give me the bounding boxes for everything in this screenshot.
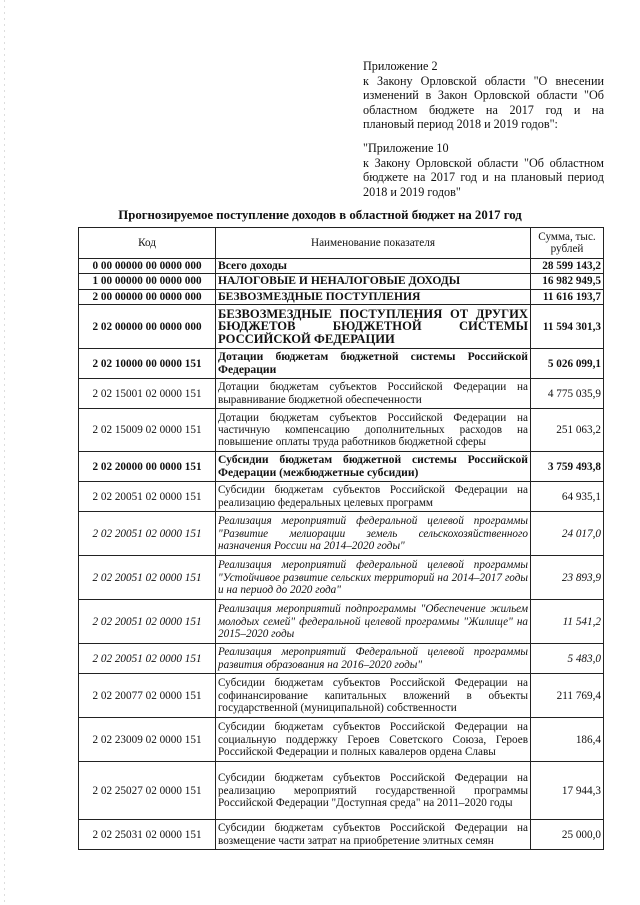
row-name: Реализация мероприятий федеральной целевой программы "Устойчивое развитие сельских территорий на 2014–2017 годы и на период до 2020 года" [216, 556, 531, 600]
row-name: Дотации бюджетам бюджетной системы Российской Федерации [216, 349, 531, 379]
row-code: 2 02 00000 00 0000 000 [79, 305, 216, 349]
row-name: Реализация мероприятий подпрограммы "Обеспечение жильем молодых семей" федеральной целевой программы "Жилище" на 2015–2020 годы [216, 600, 531, 644]
table-row [79, 556, 604, 600]
table-row [79, 820, 604, 850]
row-code: 2 02 20051 02 0000 151 [79, 512, 216, 556]
annex2-title: Приложение 2 [363, 59, 438, 73]
row-sum: 23 893,9 [531, 556, 604, 600]
table-row [79, 409, 604, 452]
row-code: 2 02 25027 02 0000 151 [79, 762, 216, 820]
row-code: 2 02 15001 02 0000 151 [79, 379, 216, 409]
col-code-header: Код [79, 228, 216, 259]
col-name-header: Наименование показателя [216, 228, 531, 259]
table-row [79, 644, 604, 674]
row-code: 2 00 00000 00 0000 000 [79, 289, 216, 304]
row-name: БЕЗВОЗМЕЗДНЫЕ ПОСТУПЛЕНИЯ ОТ ДРУГИХ БЮДЖЕТОВ БЮДЖЕТНОЙ СИСТЕМЫ РОССИЙСКОЙ ФЕДЕРАЦИИ [216, 305, 531, 349]
row-name: Субсидии бюджетам бюджетной системы Российской Федерации (межбюджетные субсидии) [216, 452, 531, 482]
row-name: Субсидии бюджетам субъектов Российской Федерации на реализацию мероприятий государственной программы Российской Федерации "Доступная среда" на 2011–2020 годы [216, 762, 531, 820]
table-row [79, 674, 604, 718]
table-row [79, 289, 604, 304]
row-sum: 28 599 143,2 [531, 259, 604, 274]
table-row [79, 259, 604, 274]
row-code: 2 02 10000 00 0000 151 [79, 349, 216, 379]
row-sum: 186,4 [531, 718, 604, 762]
row-name: Субсидии бюджетам субъектов Российской Федерации на софинансирование капитальных вложений в объекты государственной (муниципальной) собственности [216, 674, 531, 718]
col-sum-header: Сумма, тыс. рублей [531, 228, 604, 259]
scan-edge-artifact [4, 0, 5, 905]
row-code: 2 02 25031 02 0000 151 [79, 820, 216, 850]
table-row [79, 600, 604, 644]
row-code: 2 02 20051 02 0000 151 [79, 482, 216, 512]
annex10-text: к Закону Орловской области "Об областном бюджете на 2017 год и на плановый период 2018 и 2019 годов" [363, 155, 604, 199]
row-sum: 211 769,4 [531, 674, 604, 718]
row-sum: 64 935,1 [531, 482, 604, 512]
row-sum: 25 000,0 [531, 820, 604, 850]
annex10-title: "Приложение 10 [363, 140, 449, 155]
row-sum: 5 026 099,1 [531, 349, 604, 379]
row-name: НАЛОГОВЫЕ И НЕНАЛОГОВЫЕ ДОХОДЫ [216, 274, 531, 289]
row-sum: 4 775 035,9 [531, 379, 604, 409]
row-code: 0 00 00000 00 0000 000 [79, 259, 216, 274]
row-code: 2 02 15009 02 0000 151 [79, 409, 216, 452]
row-name: Субсидии бюджетам субъектов Российской Федерации на реализацию федеральных целевых программ [216, 482, 531, 512]
row-name: БЕЗВОЗМЕЗДНЫЕ ПОСТУПЛЕНИЯ [216, 289, 531, 304]
table-row [79, 305, 604, 349]
row-sum: 11 594 301,3 [531, 305, 604, 349]
row-sum: 16 982 949,5 [531, 274, 604, 289]
row-code: 2 02 20051 02 0000 151 [79, 644, 216, 674]
table-row [79, 718, 604, 762]
table-header-row [79, 228, 604, 259]
row-sum: 5 483,0 [531, 644, 604, 674]
row-sum: 251 063,2 [531, 409, 604, 452]
row-name: Дотации бюджетам субъектов Российской Федерации на выравнивание бюджетной обеспеченности [216, 379, 531, 409]
row-name: Дотации бюджетам субъектов Российской Федерации на частичную компенсацию дополнительных расходов на повышение оплаты труда работников бюджетной сферы [216, 409, 531, 452]
table-row [79, 379, 604, 409]
row-sum: 11 541,2 [531, 600, 604, 644]
document-title: Прогнозируемое поступление доходов в областной бюджет на 2017 год [118, 208, 522, 222]
row-sum: 3 759 493,8 [531, 452, 604, 482]
table-row [79, 274, 604, 289]
row-code: 1 00 00000 00 0000 000 [79, 274, 216, 289]
row-code: 2 02 23009 02 0000 151 [79, 718, 216, 762]
row-name: Субсидии бюджетам субъектов Российской Федерации на возмещение части затрат на приобретение элитных семян [216, 820, 531, 850]
annex-header [363, 59, 604, 199]
table-body [79, 259, 604, 850]
row-name: Субсидии бюджетам субъектов Российской Федерации на социальную поддержку Героев Советского Союза, Героев Российской Федерации и полных кавалеров ордена Славы [216, 718, 531, 762]
row-sum: 11 616 193,7 [531, 289, 604, 304]
revenue-table [78, 227, 604, 850]
row-code: 2 02 20077 02 0000 151 [79, 674, 216, 718]
row-name: Всего доходы [216, 259, 531, 274]
row-code: 2 02 20000 00 0000 151 [79, 452, 216, 482]
row-name: Реализация мероприятий федеральной целевой программы "Развитие мелиорации земель сельскохозяйственного назначения России на 2014–2020 годы" [216, 512, 531, 556]
table-row [79, 452, 604, 482]
row-code: 2 02 20051 02 0000 151 [79, 556, 216, 600]
table-row [79, 512, 604, 556]
table-row [79, 349, 604, 379]
row-sum: 17 944,3 [531, 762, 604, 820]
row-code: 2 02 20051 02 0000 151 [79, 600, 216, 644]
table-row [79, 762, 604, 820]
annex2-text: к Закону Орловской области "О внесении изменений в Закон Орловской области "Об областном бюджете на 2017 год и на плановый период 2018 и 2019 годов": [363, 73, 604, 132]
row-sum: 24 017,0 [531, 512, 604, 556]
row-name: Реализация мероприятий Федеральной целевой программы развития образования на 2016–2020 годы" [216, 644, 531, 674]
table-row [79, 482, 604, 512]
